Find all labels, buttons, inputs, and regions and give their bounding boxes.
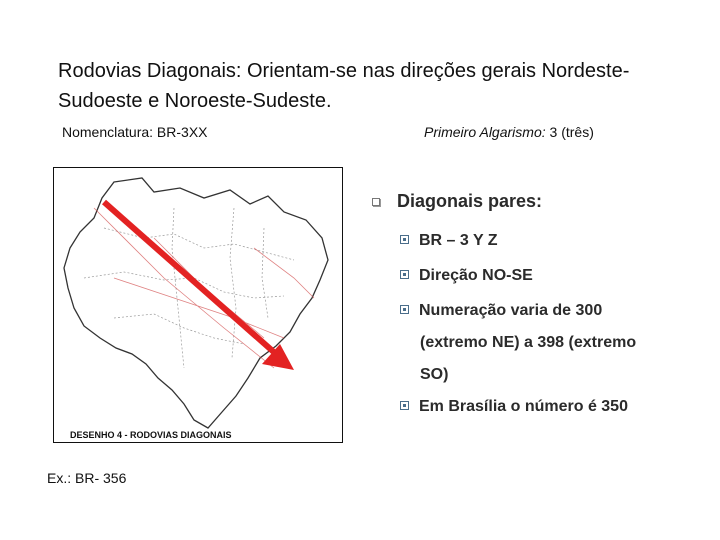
nomenclature-text: Nomenclatura: BR-3XX xyxy=(62,124,208,140)
bullet-icon xyxy=(400,305,409,314)
list-item xyxy=(400,299,710,323)
first-digit-label: Primeiro Algarismo: xyxy=(424,124,546,140)
brazil-diagonal-roads-map xyxy=(53,167,343,443)
panel-heading-row xyxy=(372,191,542,212)
bullet-icon xyxy=(400,235,409,244)
list-item-text: BR – 3 Y Z xyxy=(419,232,498,249)
slide-title: Rodovias Diagonais: Orientam-se nas direções gerais Nordeste-Sudoeste e Noroeste-Sudeste. xyxy=(58,60,630,112)
first-digit-text xyxy=(424,124,594,140)
bullet-icon xyxy=(400,401,409,410)
map-drawing xyxy=(54,168,342,442)
bullet-icon xyxy=(400,270,409,279)
list-item xyxy=(400,264,710,288)
direction-arrow-line xyxy=(104,202,276,354)
brazil-outline xyxy=(64,178,328,428)
list-item-text: Em Brasília o número é 350 xyxy=(419,398,628,415)
panel-heading: Diagonais pares: xyxy=(397,191,543,211)
list-item-continuation: (extremo NE) a 398 (extremo xyxy=(420,334,637,351)
map-caption: DESENHO 4 - RODOVIAS DIAGONAIS xyxy=(70,430,232,440)
list-item-text: Numeração varia de 300 xyxy=(419,302,603,319)
list-item xyxy=(400,395,710,419)
list-item-text: Direção NO-SE xyxy=(419,267,533,284)
list-item-continuation: SO) xyxy=(420,366,449,383)
first-digit-value: 3 (três) xyxy=(545,124,594,140)
example-text: Ex.: BR- 356 xyxy=(47,470,127,486)
square-bullet-icon xyxy=(372,198,380,206)
list-item xyxy=(400,229,710,253)
panel-bullet-list xyxy=(400,229,710,430)
